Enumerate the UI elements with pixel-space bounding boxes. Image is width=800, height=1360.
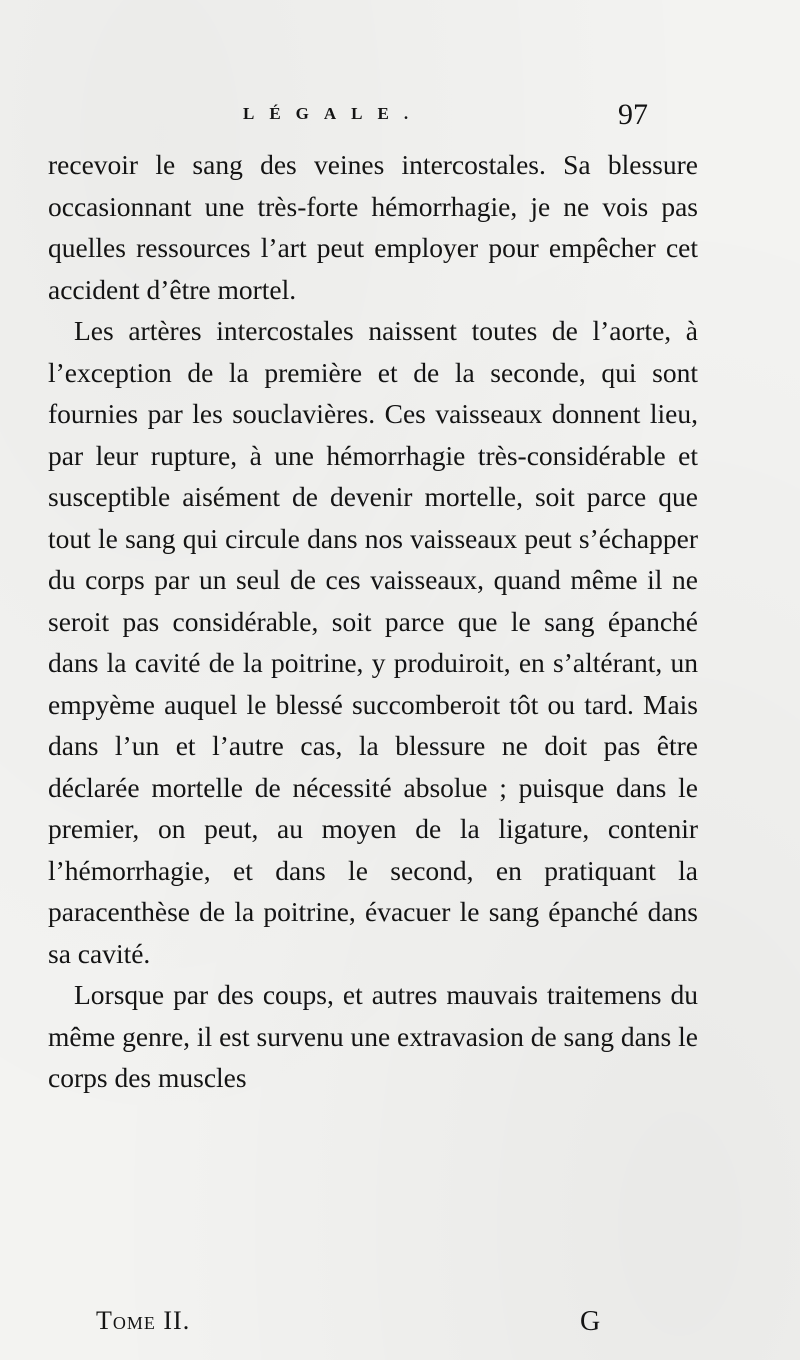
signature-mark: G [580, 1306, 601, 1337]
page-footer [0, 1306, 800, 1346]
paragraph-continued: recevoir le sang des veines intercostales. Sa blessure occasionnant une très-forte hémorrhagie, je ne vois pas quelles ressources l’art peut employer pour empêcher cet accident d’être mortel. [48, 149, 698, 305]
paragraph-blows: Lorsque par des coups, et autres mauvais traitemens du même genre, il est survenu une extravasion de sang dans le corps des muscles [48, 979, 698, 1093]
page-header [0, 98, 800, 138]
paragraph-intercostal-arteries: Les artères intercostales naissent toutes de l’aorte, à l’exception de la première et de la seconde, qui sont fournies par les souclavières. Ces vaisseaux donnent lieu, par leur rupture, à une hémorrhagie très-considérable et susceptible aisément de devenir mortelle, soit parce que tout le sang qui circule dans nos vaisseaux peut s’échapper du corps par un seul de ces vaisseaux, quand même il ne seroit pas considérable, soit parce que le sang épanché dans la cavité de la poitrine, y produiroit, en s’altérant, un empyème auquel le blessé succomberoit tôt ou tard. Mais dans l’un et l’autre cas, la blessure ne doit pas être déclarée mortelle de nécessité absolue ; puisque dans le premier, on peut, au moyen de la ligature, contenir l’hémorrhagie, et dans le second, en pratiquant la paracenthèse de la poitrine, évacuer le sang épanché dans sa cavité. [48, 315, 698, 969]
volume-label: Tome II. [96, 1306, 191, 1335]
page-number: 97 [618, 98, 648, 131]
body-text [48, 144, 698, 1099]
running-title: LÉGALE. [243, 104, 424, 123]
